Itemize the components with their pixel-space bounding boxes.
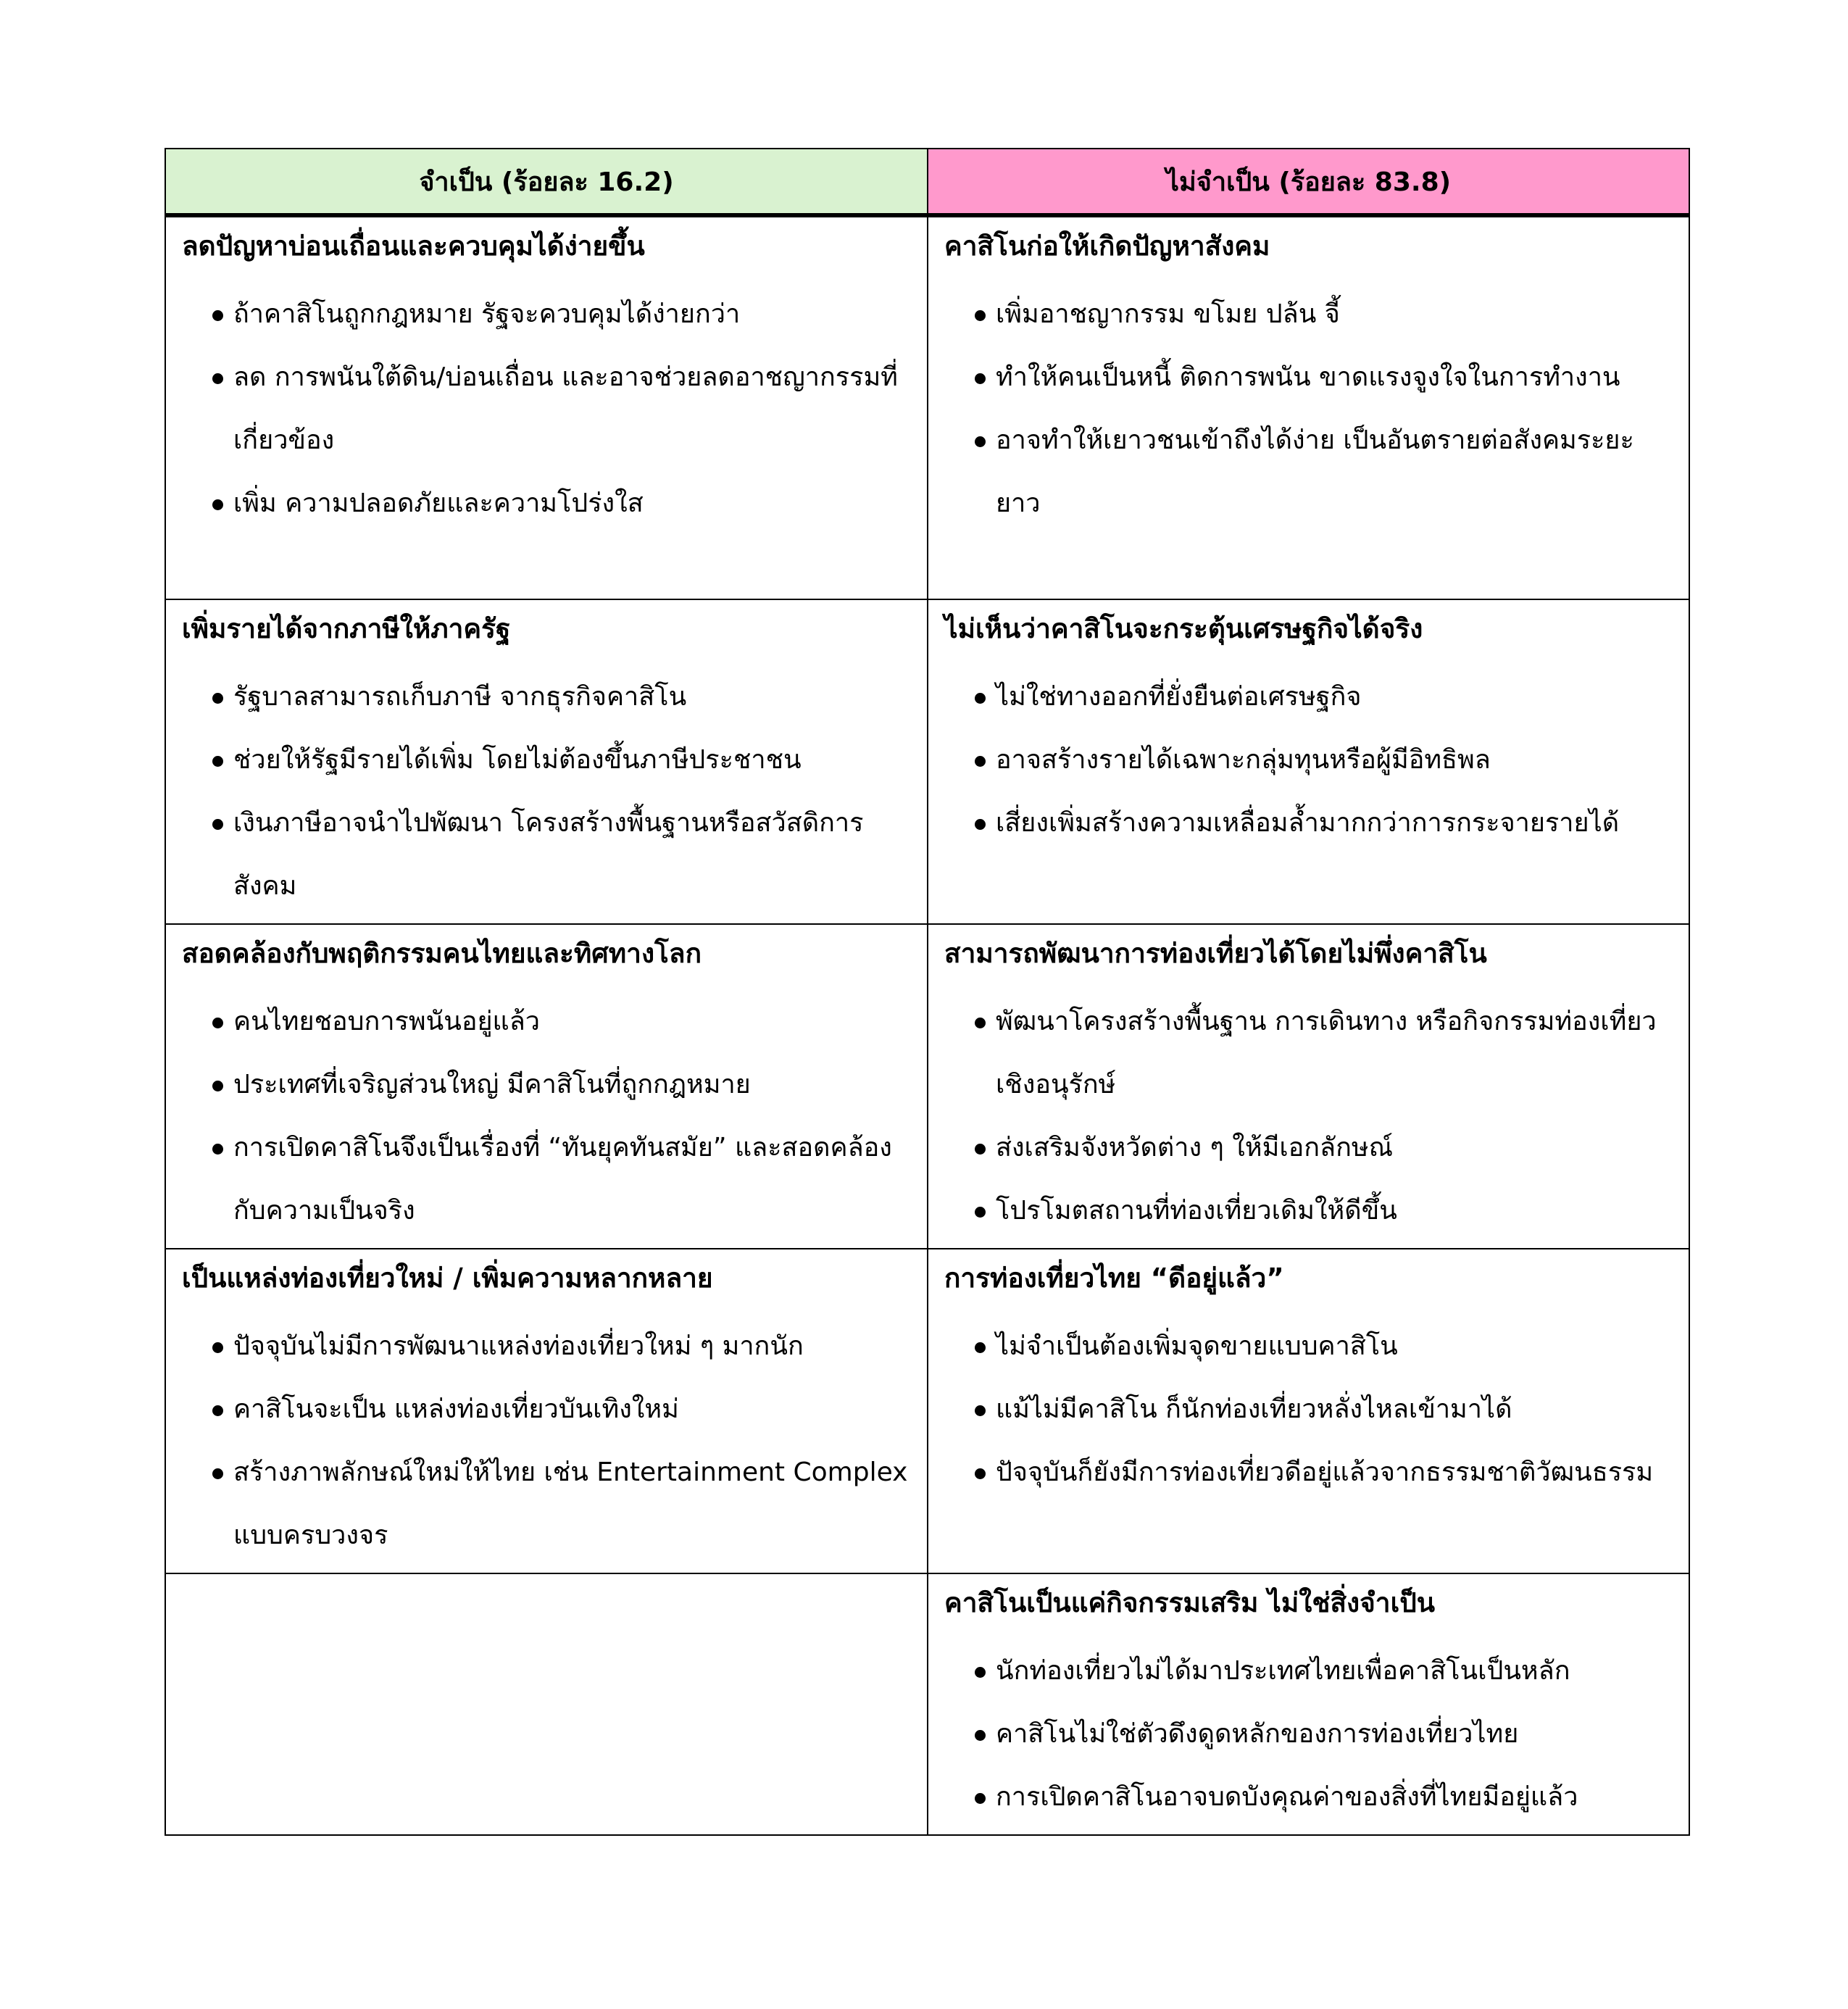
cell-heading: ไม่เห็นว่าคาสิโนจะกระตุ้นเศรษฐกิจได้จริง [944, 613, 1423, 644]
list-item: เงินภาษีอาจนำไปพัฒนา โครงสร้างพื้นฐานหรือสวัสดิการสังคม [182, 791, 912, 918]
bullet-list [944, 1315, 1674, 1504]
list-item: อาจทำให้เยาวชนเข้าถึงได้ง่าย เป็นอันตรายต่อสังคมระยะยาว [944, 409, 1674, 535]
cell-necessary [165, 1249, 928, 1573]
cell-heading: คาสิโนก่อให้เกิดปัญหาสังคม [944, 230, 1270, 262]
bullet-list [944, 1639, 1674, 1829]
table-row [165, 1249, 1689, 1573]
cell-necessary [165, 599, 928, 924]
table-row [165, 924, 1689, 1249]
cell-not-necessary [928, 1573, 1689, 1835]
table-row [165, 215, 1689, 599]
list-item: ปัจจุบันก็ยังมีการท่องเที่ยวดีอยู่แล้วจากธรรมชาติวัฒนธรรม [944, 1441, 1674, 1504]
header-necessary: จำเป็น (ร้อยละ 16.2) [165, 149, 928, 215]
list-item: คาสิโนจะเป็น แหล่งท่องเที่ยวบันเทิงใหม่ [182, 1378, 912, 1441]
cell-not-necessary [928, 599, 1689, 924]
cell-necessary [165, 924, 928, 1249]
bullet-list [944, 665, 1674, 854]
list-item: ส่งเสริมจังหวัดต่าง ๆ ให้มีเอกลักษณ์ [944, 1116, 1674, 1179]
list-item: พัฒนาโครงสร้างพื้นฐาน การเดินทาง หรือกิจกรรมท่องเที่ยวเชิงอนุรักษ์ [944, 990, 1674, 1116]
list-item: รัฐบาลสามารถเก็บภาษี จากธุรกิจคาสิโน [182, 665, 912, 728]
cell-heading: คาสิโนเป็นแค่กิจกรรมเสริม ไม่ใช่สิ่งจำเป็น [944, 1587, 1436, 1618]
bullet-list [944, 990, 1674, 1242]
list-item: คนไทยชอบการพนันอยู่แล้ว [182, 990, 912, 1053]
cell-heading: การท่องเที่ยวไทย “ดีอยู่แล้ว” [944, 1263, 1284, 1294]
cell-heading: สอดคล้องกับพฤติกรรมคนไทยและทิศทางโลก [182, 938, 702, 969]
list-item: เพิ่มอาชญากรรม ขโมย ปล้น จี้ [944, 283, 1674, 346]
cell-not-necessary [928, 924, 1689, 1249]
list-item: ถ้าคาสิโนถูกกฎหมาย รัฐจะควบคุมได้ง่ายกว่า [182, 283, 912, 346]
bullet-list [182, 283, 912, 535]
list-item: การเปิดคาสิโนจึงเป็นเรื่องที่ “ทันยุคทันสมัย” และสอดคล้องกับความเป็นจริง [182, 1116, 912, 1242]
list-item: ช่วยให้รัฐมีรายได้เพิ่ม โดยไม่ต้องขึ้นภาษีประชาชน [182, 728, 912, 791]
list-item: แม้ไม่มีคาสิโน ก็นักท่องเที่ยวหลั่งไหลเข้ามาได้ [944, 1378, 1674, 1441]
bullet-list [182, 990, 912, 1242]
cell-necessary-empty [165, 1573, 928, 1835]
list-item: ทำให้คนเป็นหนี้ ติดการพนัน ขาดแรงจูงใจในการทำงาน [944, 346, 1674, 409]
list-item: เสี่ยงเพิ่มสร้างความเหลื่อมล้ำมากกว่าการกระจายรายได้ [944, 791, 1674, 854]
list-item: การเปิดคาสิโนอาจบดบังคุณค่าของสิ่งที่ไทยมีอยู่แล้ว [944, 1765, 1674, 1829]
cell-heading: ลดปัญหาบ่อนเถื่อนและควบคุมได้ง่ายขึ้น [182, 230, 645, 262]
list-item: คาสิโนไม่ใช่ตัวดึงดูดหลักของการท่องเที่ยวไทย [944, 1702, 1674, 1765]
bullet-list [944, 283, 1674, 535]
list-item: ลด การพนันใต้ดิน/บ่อนเถื่อน และอาจช่วยลดอาชญากรรมที่เกี่ยวข้อง [182, 346, 912, 472]
header-not-necessary: ไม่จำเป็น (ร้อยละ 83.8) [928, 149, 1689, 215]
bullet-list [182, 665, 912, 918]
list-item: สร้างภาพลักษณ์ใหม่ให้ไทย เช่น Entertainment Complex แบบครบวงจร [182, 1441, 912, 1567]
table-row [165, 599, 1689, 924]
header-row [165, 149, 1689, 215]
list-item: ไม่ใช่ทางออกที่ยั่งยืนต่อเศรษฐกิจ [944, 665, 1674, 728]
list-item: โปรโมตสถานที่ท่องเที่ยวเดิมให้ดีขึ้น [944, 1179, 1674, 1242]
list-item: อาจสร้างรายได้เฉพาะกลุ่มทุนหรือผู้มีอิทธิพล [944, 728, 1674, 791]
list-item: ไม่จำเป็นต้องเพิ่มจุดขายแบบคาสิโน [944, 1315, 1674, 1378]
cell-heading: เพิ่มรายได้จากภาษีให้ภาครัฐ [182, 613, 511, 644]
cell-heading: เป็นแหล่งท่องเที่ยวใหม่ / เพิ่มความหลากหลาย [182, 1263, 713, 1294]
cell-necessary [165, 215, 928, 599]
list-item: ปัจจุบันไม่มีการพัฒนาแหล่งท่องเที่ยวใหม่ ๆ มากนัก [182, 1315, 912, 1378]
cell-not-necessary [928, 215, 1689, 599]
cell-heading: สามารถพัฒนาการท่องเที่ยวได้โดยไม่พึ่งคาสิโน [944, 938, 1487, 969]
table-row [165, 1573, 1689, 1835]
list-item: ประเทศที่เจริญส่วนใหญ่ มีคาสิโนที่ถูกกฎหมาย [182, 1053, 912, 1116]
bullet-list [182, 1315, 912, 1567]
list-item: เพิ่ม ความปลอดภัยและความโปร่งใส [182, 472, 912, 535]
comparison-table [165, 148, 1690, 1836]
cell-not-necessary [928, 1249, 1689, 1573]
list-item: นักท่องเที่ยวไม่ได้มาประเทศไทยเพื่อคาสิโนเป็นหลัก [944, 1639, 1674, 1702]
